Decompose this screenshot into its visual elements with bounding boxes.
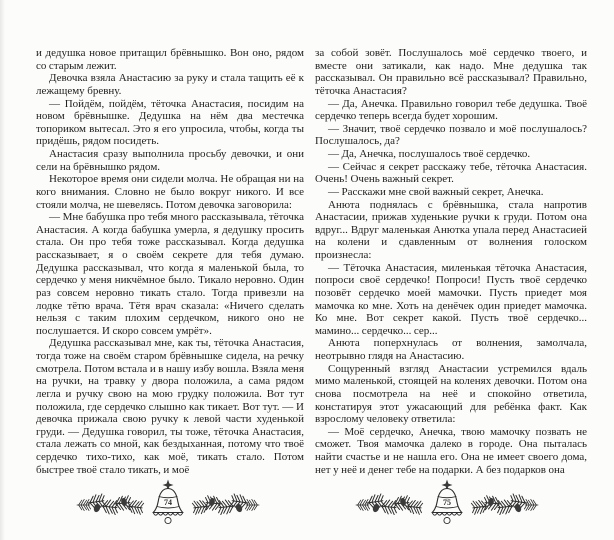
paragraph: — Да, Анечка. Правильно говорил тебе дедушка. Твоё сердечко теперь всегда будет хорошим. xyxy=(315,97,587,123)
bell-with-garland-icon xyxy=(352,478,542,534)
paragraph: Некоторое время они сидели молча. Не обращая ни на кого внимания. Словно не было вокруг никого. И все стояли молча, не шевелясь. Потом девочка заговорила: xyxy=(36,173,304,211)
paragraph: за собой зовёт. Послушалось моё сердечко твоего, и вместе они затикали, как надо. Мне дедушка так рассказывал. Он правильно всё рассказывал? Правильно, тёточка Анастасия? xyxy=(315,47,587,97)
paragraph: — Мне бабушка про тебя много рассказывала, тёточка Анастасия. А когда бабушка умерла, я дедушку просить стала. Он про тебя тоже рассказывал. Когда дедушка рассказывает, я о своём секрете для тебя думаю. Дедушка рассказывал, что когда я маленькой была, то сердечко у меня никчёмное было. Тикало неровно. Один раз совсем неровно тикать стало. Тогда привезли на лодке тётю врача. Тётя врач сказала: «Ничего сделать нельзя с таким плохим сердечком, никого оно не послушается. И скоро совсем умрёт». xyxy=(36,211,304,337)
paragraph: и дедушка новое притащил брёвнышко. Вон оно, рядом со старым лежит. xyxy=(36,47,304,72)
paragraph: — Моё сердечко, Анечка, твою мамочку позвать не сможет. Твоя мамочка далеко в городе. Она пыталась найти счастье и не нашла его. Она не имеет своего дома, нет у неё и денег тебе на подарки. А без подарков она xyxy=(315,425,587,476)
paragraph: Анюта поперхнулась от волнения, замолчала, неотрывно глядя на Анастасию. xyxy=(315,337,587,362)
paragraph: Сощуренный взгляд Анастасии устремился вдаль мимо маленькой, стоящей на коленях девочки. Потом она снова посмотрела на неё и спокойно ответила, констатируя этот ужасающий для ребёнка факт. Как взрослому человеку ответила: xyxy=(315,362,587,426)
paragraph: — Расскажи мне свой важный секрет, Анечка. xyxy=(328,185,544,198)
page-number: 75 xyxy=(443,497,451,507)
paragraph: — Тёточка Анастасия, миленькая тёточка Анастасия, попроси своё сердечко! Попроси! Пусть твоё сердечко позовёт сердечко моей мамочки. Пусть приедет моя мамочка ко мне. Хоть на денёчек один приедет мамочка. Ко мне. Вот секрет какой. Пусть твоё сердечко... мамино... сердечко... сер... xyxy=(315,261,587,337)
left-page-number-ornament xyxy=(73,478,263,534)
scan-edge-shadow xyxy=(0,0,5,540)
right-page-number-ornament xyxy=(352,478,542,534)
paragraph: Девочка взяла Анастасию за руку и стала тащить её к лежащему бревну. xyxy=(36,72,304,97)
paragraph: — Сейчас я секрет расскажу тебе, тёточка Анастасия. Очень! Очень важный секрет. xyxy=(315,160,587,186)
bell-with-garland-icon xyxy=(73,478,263,534)
paragraph: — Да, Анечка, послушалось твоё сердечко. xyxy=(328,148,531,160)
paragraph: Анастасия сразу выполнила просьбу девочки, и они сели на брёвнышко рядом. xyxy=(36,148,304,173)
paragraph: — Пойдём, пойдём, тёточка Анастасия, посидим на новом брёвнышке. Дедушка на нём два местечка топориком вытесал. Это я его упросила, чтобы, когда ты придёшь, рядом посидеть. xyxy=(36,97,304,148)
left-page-text-column xyxy=(36,47,304,476)
right-page-text-column xyxy=(315,47,587,476)
page-number: 74 xyxy=(164,497,172,507)
paragraph: Дедушка рассказывал мне, как ты, тёточка Анастасия, тогда тоже на своём старом брёвнышке сидела, на речку смотрела. Потом встала и в нашу избу вошла. Взяла меня на ручки, на травку у двора положила, а сама рядом легла и ручку свою на мою грудку положила. Вот тут положила, где сердечко слышно как тикает. Вот тут. — И девочка прижала свою ручку к левой части худенькой груди. — Дедушка говорил, ты тоже, тёточка Анастасия, стала лежать со мной, как бездыханная, потому что твоё сердечко тихо-тихо, как моё, тикать стало. Потом быстрее твоё стало тикать, и моё xyxy=(36,337,304,476)
paragraph: — Значит, твоё сердечко позвало и моё послушалось? Послушалось, да? xyxy=(315,122,587,148)
paragraph: Анюта поднялась с брёвнышка, стала напротив Анастасии, прижав худенькие ручки к груди. Потом она вдруг... Вдруг маленькая Анютка упала перед Анастасией на колени и сдавленным от волнения голоском произнесла: xyxy=(315,198,587,261)
